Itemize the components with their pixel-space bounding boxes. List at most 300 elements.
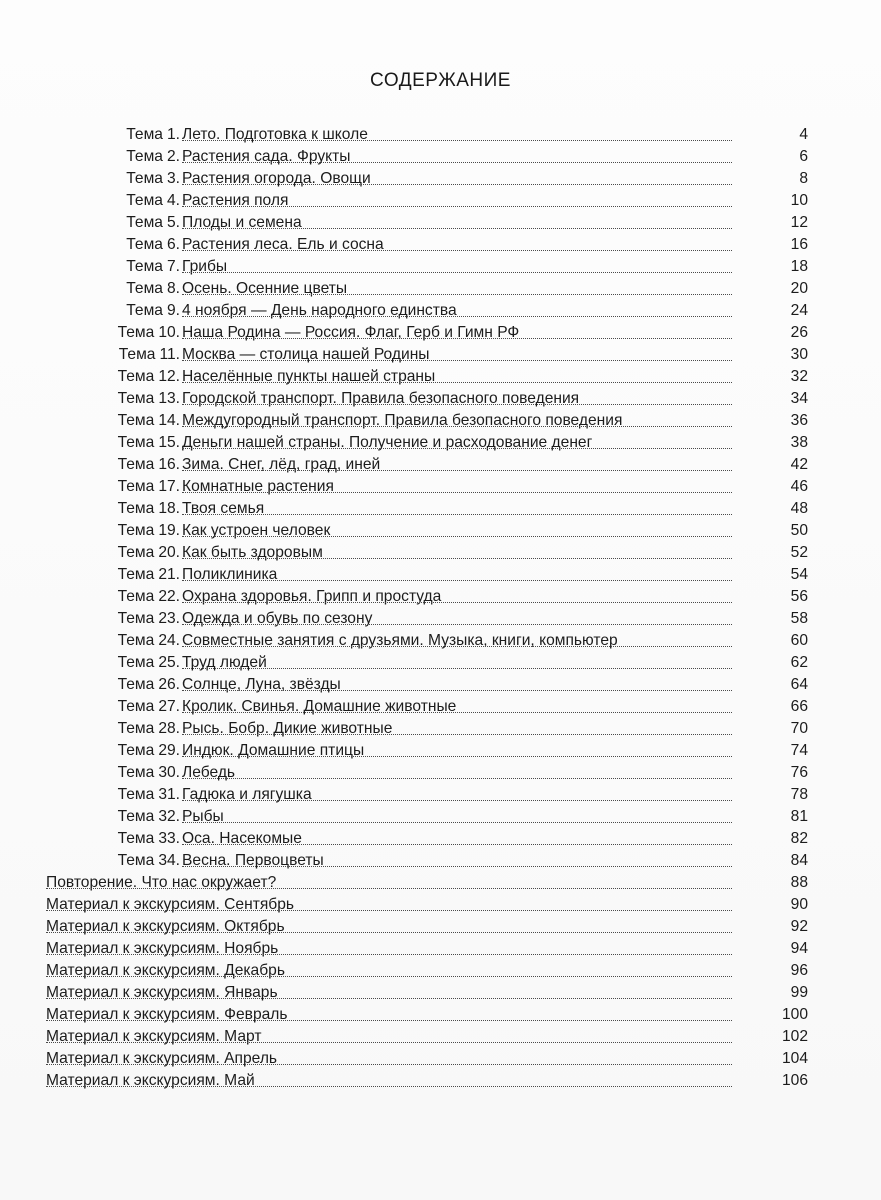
dot-leader [182, 250, 732, 251]
toc-entry-prefix: Тема [117, 654, 155, 671]
toc-entry-title-column [182, 652, 768, 674]
dot-leader [182, 624, 732, 625]
toc-entry-title-column [182, 410, 768, 432]
toc-entry-page: 78 [790, 786, 808, 803]
toc-entry-number: 3. [166, 170, 180, 187]
dot-leader [182, 338, 732, 339]
toc-entry-label [119, 344, 180, 366]
toc-extra-entry [46, 872, 808, 894]
toc-entry-prefix: Тема [126, 214, 163, 231]
toc-entry-label [118, 322, 180, 344]
toc-entry [46, 168, 808, 190]
toc-entry-label [118, 476, 180, 498]
toc-entry-page: 46 [790, 478, 808, 495]
toc-entry-title-column [182, 740, 768, 762]
toc-entry-number: 23. [158, 610, 180, 627]
toc-entry-title: Грибы [182, 258, 228, 275]
toc-entry-number: 2. [166, 148, 180, 165]
toc-entry-title: Населённые пункты нашей страны [182, 368, 436, 385]
toc-entry-title: Зима. Снег, лёд, град, иней [182, 456, 381, 473]
toc-entry-label [118, 366, 180, 388]
dot-leader [182, 360, 732, 361]
toc-entry-page: 54 [790, 566, 808, 583]
toc-entry-title-column [182, 278, 768, 300]
toc-entry-number: 27. [158, 698, 180, 715]
toc-entry-prefix: Тема [117, 390, 155, 407]
dot-leader [46, 954, 732, 955]
toc-entry [46, 674, 808, 696]
toc-entry-number: 18. [158, 500, 180, 517]
dot-leader [182, 866, 732, 867]
toc-entry-label [126, 256, 180, 278]
dot-leader [182, 228, 732, 229]
toc-entry-number: 20. [158, 544, 180, 561]
toc-entry-title: Одежда и обувь по сезону [182, 610, 373, 627]
dot-leader [182, 162, 732, 163]
toc-extra-title-column [46, 938, 768, 960]
toc-entry-number: 9. [166, 302, 180, 319]
toc-entry [46, 322, 808, 344]
toc-entry-prefix: Тема [117, 830, 155, 847]
dot-leader [182, 206, 732, 207]
toc-entry-label [118, 696, 180, 718]
toc-entry-page: 42 [790, 456, 808, 473]
toc-extra-title: Материал к экскурсиям. Январь [46, 984, 278, 1001]
toc-entry-label [126, 278, 180, 300]
toc-entry-title: Растения сада. Фрукты [182, 148, 351, 165]
dot-leader [182, 140, 732, 141]
toc-entry-number: 28. [158, 720, 180, 737]
toc-entry-title-column [182, 388, 768, 410]
toc-entry-title: Как устроен человек [182, 522, 331, 539]
toc-entry-prefix: Тема [117, 742, 155, 759]
toc-extra-entry [46, 960, 808, 982]
toc-extra-entry [46, 938, 808, 960]
toc-entry-title: Труд людей [182, 654, 267, 671]
toc-entry-prefix: Тема [117, 588, 155, 605]
toc-entry-page: 10 [790, 192, 808, 209]
toc-entry [46, 542, 808, 564]
toc-entry-number: 5. [166, 214, 180, 231]
toc-entry-title-column [182, 168, 768, 190]
toc-entry-number: 26. [158, 676, 180, 693]
toc-entry-page: 60 [790, 632, 808, 649]
toc-extra-title: Повторение. Что нас окружает? [46, 874, 277, 891]
toc-entry-label [126, 190, 180, 212]
toc-entry-number: 8. [166, 280, 180, 297]
toc-entry-title-column [182, 322, 768, 344]
dot-leader [46, 1086, 732, 1087]
toc-entry-title: Гадюка и лягушка [182, 786, 312, 803]
toc-entry-label [126, 234, 180, 256]
toc-entry-prefix: Тема [117, 720, 155, 737]
dot-leader [182, 668, 732, 669]
toc-entry-number: 4. [166, 192, 180, 209]
toc-entry-prefix: Тема [126, 126, 163, 143]
toc-entry [46, 124, 808, 146]
toc-entry-title-column [182, 828, 768, 850]
toc-entry-number: 14. [158, 412, 180, 429]
toc-extra-entry [46, 1070, 808, 1092]
toc-entry-title-column [182, 696, 768, 718]
toc-entry [46, 806, 808, 828]
toc-entry [46, 784, 808, 806]
toc-entry-title: 4 ноября — День народного единства [182, 302, 457, 319]
toc-entry-number: 30. [158, 764, 180, 781]
toc-entry-title: Совместные занятия с друзьями. Музыка, книги, компьютер [182, 632, 618, 649]
toc-entry [46, 146, 808, 168]
toc-extra-title-column [46, 1048, 768, 1070]
toc-entry-label [118, 388, 180, 410]
toc-extra-title: Материал к экскурсиям. Ноябрь [46, 940, 279, 957]
toc-entry [46, 366, 808, 388]
toc-entry [46, 344, 808, 366]
toc-entry-number: 13. [158, 390, 180, 407]
toc-entry [46, 498, 808, 520]
toc-entry-title: Оса. Насекомые [182, 830, 302, 847]
toc-entry-title-column [182, 586, 768, 608]
dot-leader [182, 558, 732, 559]
toc-entry [46, 718, 808, 740]
toc-entry-label [118, 762, 180, 784]
toc-entry-page: 82 [790, 830, 808, 847]
toc-entry-number: 21. [158, 566, 180, 583]
toc-entry-title-column [182, 256, 768, 278]
toc-extra-page: 94 [790, 940, 808, 957]
toc-entry-prefix: Тема [117, 456, 155, 473]
dot-leader [182, 514, 732, 515]
toc-entry [46, 696, 808, 718]
toc-entry-number: 16. [158, 456, 180, 473]
toc-entry-prefix: Тема [117, 786, 155, 803]
toc-entry-number: 6. [166, 236, 180, 253]
dot-leader [46, 932, 732, 933]
dot-leader [182, 426, 732, 427]
toc-entry-page: 26 [790, 324, 808, 341]
dot-leader [46, 910, 732, 911]
dot-leader [182, 734, 732, 735]
dot-leader [182, 272, 732, 273]
toc-entry-prefix: Тема [117, 500, 155, 517]
dot-leader [46, 976, 732, 977]
toc-extra-entry [46, 894, 808, 916]
toc-entry-title: Рысь. Бобр. Дикие животные [182, 720, 393, 737]
toc-entry-page: 64 [790, 676, 808, 693]
toc-entry-prefix: Тема [117, 764, 155, 781]
toc-entry-title: Междугородный транспорт. Правила безопасного поведения [182, 412, 623, 429]
toc-entry-label [118, 586, 180, 608]
toc-extra-page: 106 [781, 1072, 808, 1089]
toc-entry-number: 32. [158, 808, 180, 825]
dot-leader [46, 888, 732, 889]
toc-extra-title: Материал к экскурсиям. Февраль [46, 1006, 288, 1023]
toc-entry-number: 1. [166, 126, 180, 143]
toc-entry-page: 24 [790, 302, 808, 319]
toc-entry [46, 454, 808, 476]
toc-entry-page: 48 [790, 500, 808, 517]
toc-entry [46, 564, 808, 586]
toc-entry-title: Как быть здоровым [182, 544, 323, 561]
toc-entry-page: 84 [790, 852, 808, 869]
toc-entry-number: 29. [158, 742, 180, 759]
dot-leader [46, 1064, 732, 1065]
toc-entry-title-column [182, 124, 768, 146]
toc-entry-title-column [182, 762, 768, 784]
toc-entry-label [118, 564, 180, 586]
toc-entry-prefix: Тема [126, 302, 163, 319]
dot-leader [182, 822, 732, 823]
toc-entry-prefix: Тема [117, 566, 155, 583]
toc-entry-title: Наша Родина — Россия. Флаг, Герб и Гимн РФ [182, 324, 520, 341]
toc-entry-page: 70 [790, 720, 808, 737]
dot-leader [182, 800, 732, 801]
toc-entry-title: Растения поля [182, 192, 289, 209]
dot-leader [182, 712, 732, 713]
toc-entry-prefix: Тема [118, 346, 156, 363]
toc-extra-page: 99 [790, 984, 808, 1001]
toc-entry-page: 76 [790, 764, 808, 781]
dot-leader [182, 404, 732, 405]
toc-entry-page: 32 [790, 368, 808, 385]
toc-entry-label [118, 784, 180, 806]
toc-entry-label [118, 740, 180, 762]
toc-entry-title: Лебедь [182, 764, 236, 781]
toc-entry-title-column [182, 454, 768, 476]
toc-entry-title: Плоды и семена [182, 214, 302, 231]
toc-extra-page: 96 [790, 962, 808, 979]
toc-entry-prefix: Тема [126, 236, 163, 253]
dot-leader [182, 690, 732, 691]
toc-extra-title-column [46, 982, 768, 1004]
toc-entry [46, 212, 808, 234]
toc-extra-title: Материал к экскурсиям. Апрель [46, 1050, 278, 1067]
toc-extra-title-column [46, 960, 768, 982]
toc-entry-title-column [182, 630, 768, 652]
toc-entry-title-column [182, 146, 768, 168]
toc-entry-prefix: Тема [126, 258, 163, 275]
toc-entry-title-column [182, 542, 768, 564]
dot-leader [182, 448, 732, 449]
toc-entry-label [118, 410, 180, 432]
toc-entry-prefix: Тема [126, 280, 163, 297]
toc-entry-number: 33. [158, 830, 180, 847]
toc-entry-title: Деньги нашей страны. Получение и расходование денег [182, 434, 593, 451]
toc-entry-page: 38 [790, 434, 808, 451]
toc-entry [46, 762, 808, 784]
toc-entry-title: Весна. Первоцветы [182, 852, 324, 869]
dot-leader [182, 184, 732, 185]
toc-extra-title: Материал к экскурсиям. Декабрь [46, 962, 285, 979]
toc-extra-page: 104 [781, 1050, 808, 1067]
toc-entry-title: Осень. Осенние цветы [182, 280, 348, 297]
toc-entry-title: Рыбы [182, 808, 224, 825]
toc-extra-entry [46, 1048, 808, 1070]
dot-leader [182, 470, 732, 471]
toc-entry-title: Городской транспорт. Правила безопасного поведения [182, 390, 580, 407]
toc-entry-label [118, 718, 180, 740]
toc-entry-title: Лето. Подготовка к школе [182, 126, 368, 143]
toc-entry-title-column [182, 300, 768, 322]
toc-entry-label [126, 168, 180, 190]
toc-entry-page: 20 [790, 280, 808, 297]
dot-leader [182, 316, 732, 317]
toc-extra-page: 90 [790, 896, 808, 913]
toc-entry-number: 25. [158, 654, 180, 671]
toc-entry [46, 652, 808, 674]
toc-entry-title: Комнатные растения [182, 478, 334, 495]
toc-entry-title-column [182, 190, 768, 212]
toc-entry-number: 11. [159, 346, 180, 363]
toc-entry [46, 630, 808, 652]
toc-entry-title-column [182, 234, 768, 256]
toc-extra-page: 102 [781, 1028, 808, 1045]
toc-entry [46, 520, 808, 542]
toc-entry [46, 190, 808, 212]
toc-entry-prefix: Тема [117, 676, 155, 693]
toc-entry-page: 66 [790, 698, 808, 715]
dot-leader [46, 998, 732, 999]
toc-entry [46, 586, 808, 608]
toc-entry-number: 22. [158, 588, 180, 605]
toc-extra-page: 92 [790, 918, 808, 935]
toc-extra-title-column [46, 1026, 768, 1048]
toc-entry-title-column [182, 432, 768, 454]
toc-extra-entry [46, 916, 808, 938]
toc-entry-page: 30 [790, 346, 808, 363]
dot-leader [182, 602, 732, 603]
toc-entry-label [118, 454, 180, 476]
toc-entry-prefix: Тема [126, 148, 163, 165]
toc-entry-label [126, 124, 180, 146]
toc-entry-prefix: Тема [117, 544, 155, 561]
toc-entry-number: 12. [158, 368, 180, 385]
toc-entry-label [118, 608, 180, 630]
toc-entry-page: 4 [799, 126, 808, 143]
toc-entry-label [126, 300, 180, 322]
toc-entry-title-column [182, 498, 768, 520]
toc-extra-entry [46, 982, 808, 1004]
toc-entry-page: 58 [790, 610, 808, 627]
toc-entry-title-column [182, 520, 768, 542]
toc-entry-prefix: Тема [117, 808, 155, 825]
toc-entry-title-column [182, 608, 768, 630]
dot-leader [182, 294, 732, 295]
toc-entry [46, 278, 808, 300]
toc-entry-label [126, 146, 180, 168]
toc-extra-title: Материал к экскурсиям. Октябрь [46, 918, 285, 935]
toc-entry-title: Поликлиника [182, 566, 278, 583]
toc-entry-prefix: Тема [126, 192, 163, 209]
toc-entry-page: 16 [790, 236, 808, 253]
toc-entry-prefix: Тема [117, 698, 155, 715]
toc-extra-title-column [46, 872, 768, 894]
toc-entry-label [118, 806, 180, 828]
toc-entry-page: 36 [790, 412, 808, 429]
toc-entry-prefix: Тема [117, 324, 155, 341]
toc-entry-number: 17. [158, 478, 180, 495]
toc-entry-title: Индюк. Домашние птицы [182, 742, 365, 759]
toc-entry-prefix: Тема [117, 522, 155, 539]
toc-entry-number: 10. [158, 324, 180, 341]
toc-entry [46, 410, 808, 432]
toc-entry [46, 476, 808, 498]
toc-entry [46, 256, 808, 278]
toc-entry-page: 18 [790, 258, 808, 275]
toc-entry-title-column [182, 674, 768, 696]
toc-entry-prefix: Тема [117, 852, 155, 869]
toc-entry-label [118, 498, 180, 520]
toc-entry-title: Растения леса. Ель и сосна [182, 236, 384, 253]
toc-entry-page: 50 [790, 522, 808, 539]
toc-entry-title-column [182, 564, 768, 586]
toc-entry-number: 19. [158, 522, 180, 539]
toc-entry-number: 15. [158, 434, 180, 451]
toc-entry-number: 31. [158, 786, 180, 803]
toc-entry-number: 7. [166, 258, 180, 275]
dot-leader [182, 536, 732, 537]
toc-entry-label [118, 542, 180, 564]
toc-entry-page: 56 [790, 588, 808, 605]
toc-entry [46, 432, 808, 454]
toc-extra-page: 88 [790, 874, 808, 891]
dot-leader [182, 756, 732, 757]
toc-entry-page: 81 [790, 808, 808, 825]
toc-entry [46, 388, 808, 410]
dot-leader [182, 646, 732, 647]
toc-entry-number: 24. [158, 632, 180, 649]
toc-extra-title: Материал к экскурсиям. Май [46, 1072, 255, 1089]
toc-entry-prefix: Тема [117, 368, 155, 385]
toc-extra-entry [46, 1004, 808, 1026]
toc-entry-label [118, 828, 180, 850]
toc-entry [46, 608, 808, 630]
toc-entry-title: Кролик. Свинья. Домашние животные [182, 698, 457, 715]
toc-entry-title-column [182, 850, 768, 872]
toc-entry-title-column [182, 344, 768, 366]
toc-entry [46, 850, 808, 872]
toc-extra-page: 100 [781, 1006, 808, 1023]
toc-entry-page: 74 [790, 742, 808, 759]
table-of-contents [46, 124, 808, 1092]
toc-entry [46, 300, 808, 322]
toc-entry-page: 34 [790, 390, 808, 407]
toc-entry-title: Москва — столица нашей Родины [182, 346, 430, 363]
toc-extra-title-column [46, 1004, 768, 1026]
toc-entry-title: Растения огорода. Овощи [182, 170, 371, 187]
toc-extra-entry [46, 1026, 808, 1048]
toc-entry-prefix: Тема [117, 434, 155, 451]
toc-entry-title: Солнце, Луна, звёзды [182, 676, 341, 693]
toc-extra-title-column [46, 894, 768, 916]
dot-leader [182, 382, 732, 383]
toc-entry-title-column [182, 476, 768, 498]
toc-entry-title-column [182, 784, 768, 806]
toc-entry [46, 740, 808, 762]
toc-entry-label [118, 850, 180, 872]
toc-entry-label [126, 212, 180, 234]
toc-extra-title: Материал к экскурсиям. Март [46, 1028, 262, 1045]
toc-entry-label [118, 520, 180, 542]
dot-leader [182, 580, 732, 581]
dot-leader [182, 492, 732, 493]
toc-entry-prefix: Тема [117, 632, 155, 649]
toc-entry-label [118, 674, 180, 696]
toc-entry-title-column [182, 366, 768, 388]
toc-entry-number: 34. [158, 852, 180, 869]
toc-entry-page: 62 [790, 654, 808, 671]
toc-entry-title-column [182, 718, 768, 740]
toc-entry-prefix: Тема [117, 610, 155, 627]
